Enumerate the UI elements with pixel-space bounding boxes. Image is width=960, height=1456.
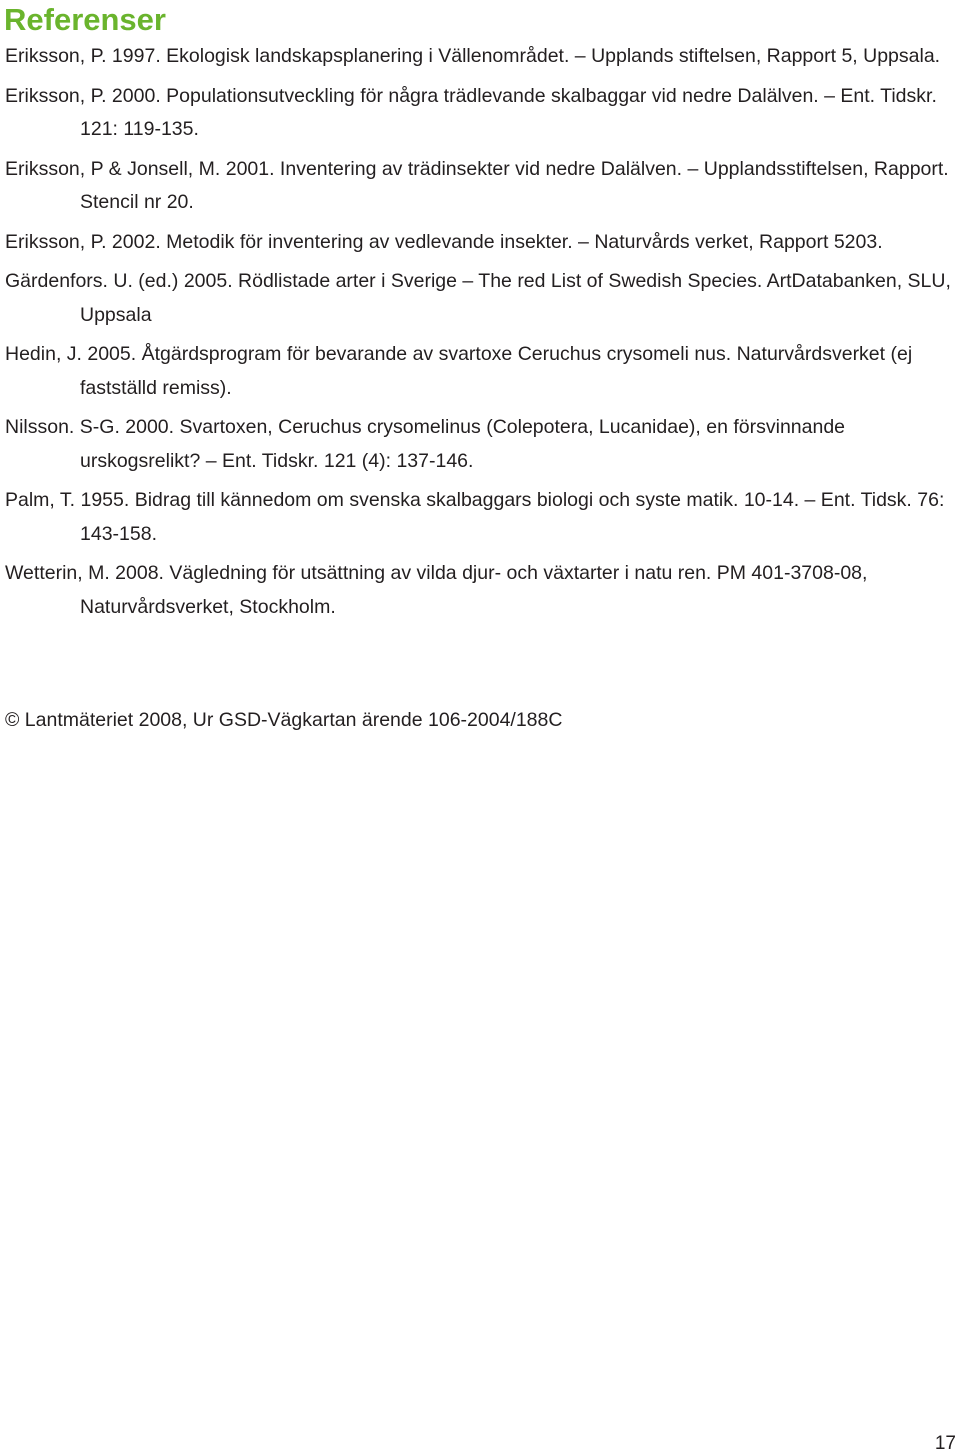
reference-item: Wetterin, M. 2008. Vägledning för utsättning av vilda djur- och växtarter i natu ren. PM 401-3708-08, Naturvårdsverket, Stockholm. [5, 562, 868, 618]
reference-item: Nilsson. S-G. 2000. Svartoxen, Ceruchus crysomelinus (Colepotera, Lucanidae), en försvinnande urskogsrelikt? – Ent. Tidskr. 121 (4): 137-146. [5, 416, 846, 472]
reference-item: Eriksson, P & Jonsell, M. 2001. Inventering av trädinsekter vid nedre Dalälven. – Upplandsstiftelsen, Rapport. Stencil nr 20. [5, 157, 949, 213]
reference-list [5, 40, 955, 630]
reference-item: Gärdenfors. U. (ed.) 2005. Rödlistade arter i Sverige – The red List of Swedish Species. ArtDatabanken, SLU, Uppsala [5, 270, 951, 326]
reference-item: Eriksson, P. 2000. Populationsutveckling för några trädlevande skalbaggar vid nedre Dalälven. – Ent. Tidskr. 121: 119-135. [5, 84, 937, 140]
reference-item: Eriksson, P. 2002. Metodik för inventering av vedlevande insekter. – Naturvårds verket, Rapport 5203. [5, 230, 883, 253]
page-number: 17 [934, 1433, 956, 1454]
reference-item: Hedin, J. 2005. Åtgärdsprogram för bevarande av svartoxe Ceruchus crysomeli nus. Naturvårdsverket (ej fastställd remiss). [5, 343, 913, 399]
page-title: Referenser [4, 2, 166, 37]
reference-item: Eriksson, P. 1997. Ekologisk landskapsplanering i Vällenområdet. – Upplands stiftelsen, Rapport 5, Uppsala. [5, 45, 941, 67]
copyright-notice: © Lantmäteriet 2008, Ur GSD-Vägkartan ärende 106-2004/188C [5, 709, 563, 731]
reference-item: Palm, T. 1955. Bidrag till kännedom om svenska skalbaggars biologi och syste matik. 10-14. – Ent. Tidsk. 76: 143-158. [5, 489, 945, 545]
